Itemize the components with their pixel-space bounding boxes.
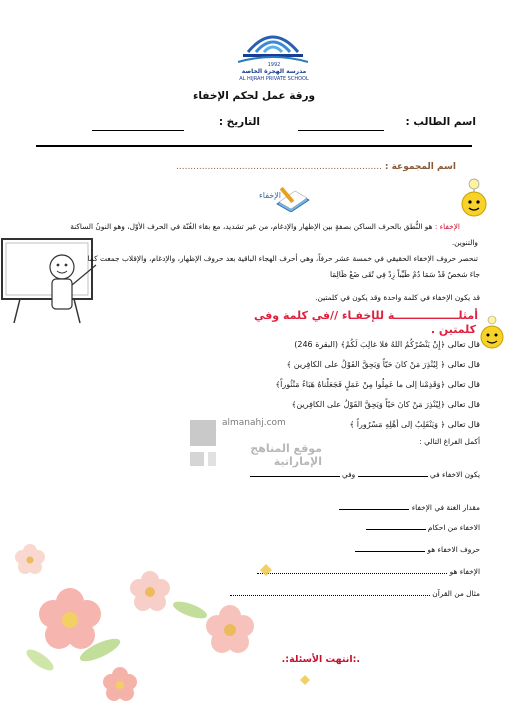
fill-blank[interactable] xyxy=(339,509,409,510)
date-field[interactable] xyxy=(92,129,184,131)
group-line xyxy=(8,162,456,172)
example-prefix: قال تعالى xyxy=(447,420,480,429)
school-name-en: AL HIJRAH PRIVATE SCHOOL xyxy=(239,76,309,82)
fill-line-5-label: الإخفاء هو xyxy=(449,567,480,576)
examples-heading-cont: كلمتين . xyxy=(430,323,476,336)
fill-line-1-a: يكون الاخفاء في xyxy=(429,470,480,479)
student-name-field[interactable] xyxy=(298,129,384,131)
example-verse: ﴿إِنْ يَنْصُرْكُمُ اللهُ فلا غالِبَ لَكُمْ﴾ xyxy=(340,340,446,349)
worksheet-title: ورقة عمل لحكم الإخفاء xyxy=(192,90,316,102)
watermark-name: موقع المناهج الإماراتية xyxy=(250,442,322,468)
group-label: اسم المجموعة : xyxy=(384,162,456,172)
examples-heading: أمثلـــــــــــــــــة للإخفـاء //في كلمة وفي xyxy=(253,309,478,322)
group-field[interactable]: ........................................................................ xyxy=(176,162,382,172)
school-year: 1992 xyxy=(267,62,281,68)
example-prefix: قال تعالى xyxy=(447,400,480,409)
section-heading: الإخفاء xyxy=(259,191,281,200)
definition-continued: والتنوين. xyxy=(451,238,478,247)
lightbulb-smiley-icon xyxy=(458,178,490,220)
letters-poem: جاءَ شخصٌ قَدْ سَمَا دُمْ طَيِّباً زِدْ فِي تُقَى ضَعْ ظَالِمَا xyxy=(329,270,480,279)
fill-line-6-label: مثال من القرآن xyxy=(432,589,480,598)
definition-label: الإخفاء : xyxy=(434,222,460,231)
position-text: قد يكون الإخفاء في كلمة واحدة وقد يكون في كلمتين. xyxy=(315,293,480,302)
example-line xyxy=(140,400,480,409)
example-prefix: قال تعالى xyxy=(447,340,480,349)
fill-blank[interactable] xyxy=(355,551,425,552)
example-prefix: قال تعالى xyxy=(447,360,480,369)
example-ref: (البقرة 246) xyxy=(294,340,339,349)
example-line xyxy=(130,380,480,389)
header-rule xyxy=(36,145,472,147)
lightbulb-smiley-icon xyxy=(478,315,506,351)
letters-text: تنحصر حروف الإخفاء الحقيقي في خمسة عشر حرفاً، وهي أحرف الهجاء الباقية بعد حروف الإظهار، والإدغام، والإقلاب جمعت كما xyxy=(87,254,478,263)
definition-line xyxy=(20,221,460,232)
fill-line-2-label: مقدار الغنة في الإخفاء xyxy=(411,503,480,512)
definition-text: هو النُّطق بالحرف الساكن بصفةٍ بين الإظهار والإدغام، من غير تشديد، مع بقاء الغُنّة في الحرف الأوّل، وهو النونُ الساكنة xyxy=(70,222,433,231)
fill-heading: أكمل الفراغ التالي : xyxy=(419,437,480,446)
fill-line-1 xyxy=(150,470,480,479)
student-name-label: اسم الطالب : xyxy=(405,116,476,128)
flowers-decoration xyxy=(0,500,330,712)
example-line xyxy=(160,340,480,349)
date-label: التاريخ : xyxy=(218,116,260,128)
example-prefix: قال تعالى xyxy=(447,380,480,389)
example-verse: ﴿لِيُنْذِرَ مَنْ كانَ حَيّاً وَيَحِقَّ القَوْلُ على الكافِرين﴾ xyxy=(291,400,446,409)
fill-blank[interactable] xyxy=(358,476,428,477)
fill-line-4-label: حروف الاخفاء هو xyxy=(427,545,480,554)
fill-blank[interactable] xyxy=(250,476,340,477)
fill-blank[interactable] xyxy=(366,529,426,530)
fill-line-3-label: الاخفاء من احكام xyxy=(427,523,480,532)
example-line xyxy=(140,360,480,369)
school-name-ar: مدرسة الهجرة الخاصة xyxy=(241,68,307,75)
example-verse: ﴿ لِيُنْذِرَ مَنْ كانَ حَيّاً وَيَحِقَّ القَوْلُ على الكافِرين ﴾ xyxy=(286,360,446,369)
end-of-questions: .:انتهت الأسئلة:. xyxy=(281,654,360,665)
example-verse: ﴿وَقَدِمْنا إلى ما عَمِلُوا مِنْ عَمَلٍ فَجَعَلْناهُ هَبَاءً مَنْثُوراً﴾ xyxy=(275,380,446,389)
fill-line-1-b: وفي xyxy=(341,470,356,479)
watermark-site: almanahj.com xyxy=(222,418,286,428)
example-verse: ﴿ وَيَنْقَلِبُ إلى أهْلِهِ مَسْرُوراً ﴾ xyxy=(349,420,446,429)
